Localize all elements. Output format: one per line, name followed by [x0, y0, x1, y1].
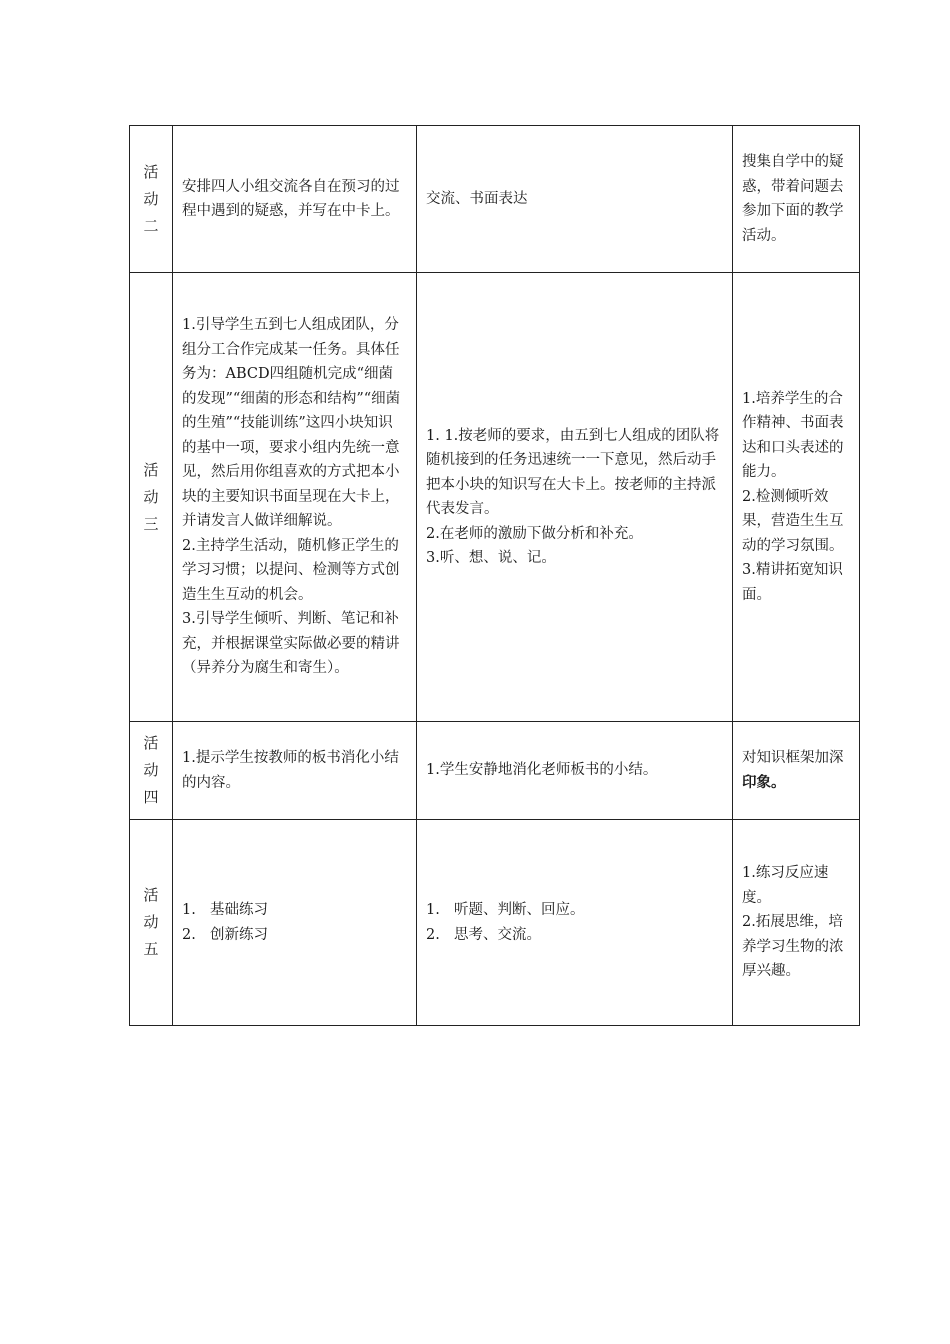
- teacher-activity-cell: [173, 273, 417, 722]
- table-row-activity-4: [130, 722, 860, 820]
- student-activity-cell: [417, 722, 733, 820]
- table-row-activity-5: [130, 820, 860, 1026]
- design-intent-item-2: 2.拓展思维，培养学习生物的浓厚兴趣。: [742, 914, 844, 980]
- table-row-activity-2: [130, 126, 860, 273]
- activity-label-cell: [130, 722, 173, 820]
- teacher-activity-text: 安排四人小组交流各自在预习的过程中遇到的疑惑，并写在中卡上。: [182, 178, 400, 219]
- teacher-activity-cell: [173, 722, 417, 820]
- design-intent-cell: [733, 273, 860, 722]
- teacher-activity-item-2: 2.主持学生活动，随机修正学生的学习习惯；以提问、检测等方式创造生生互动的机会。: [182, 537, 400, 603]
- design-intent-item-1: 1.培养学生的合作精神、书面表达和口头表述的能力。: [742, 390, 844, 481]
- teacher-activity-cell: [173, 820, 417, 1026]
- list-item: 1. 基础练习: [182, 902, 268, 918]
- list-item: 1. 听题、判断、回应。: [426, 902, 585, 918]
- activity-label: 活动四: [143, 734, 159, 806]
- teacher-activity-item-3: 3.引导学生倾听、判断、笔记和补充，并根据课堂实际做必要的精讲（异养分为腐生和寄生）。: [182, 611, 400, 677]
- teacher-activity-cell: [173, 126, 417, 273]
- activity-label: 活动五: [143, 886, 159, 958]
- design-intent-item-2: 2.检测倾听效果，营造生生互动的学习氛围。: [742, 488, 844, 554]
- student-activity-text: 交流、书面表达: [426, 190, 528, 207]
- design-intent-cell: [733, 126, 860, 273]
- teacher-activity-text: 1.提示学生按教师的板书消化小结的内容。: [182, 750, 399, 791]
- design-intent-item-1: 1.练习反应速度。: [742, 865, 829, 906]
- activity-label: 活动三: [143, 460, 159, 533]
- activity-label: 活动二: [143, 162, 159, 235]
- list-item: 2. 创新练习: [182, 926, 268, 943]
- student-activity-cell: [417, 820, 733, 1026]
- student-activity-cell: [417, 273, 733, 722]
- student-activity-item-2: 2.在老师的激励下做分析和补充。: [426, 525, 643, 542]
- teacher-activity-item-1: 1.引导学生五到七人组成团队，分组分工合作完成某一任务。具体任务为：ABCD四组随机完成“细菌的发现”“细菌的形态和结构”“细菌的生殖”“技能训练”这四小块知识的基中一项，要求小组内先统一意见，然后用你组喜欢的方式把本小块的主要知识书面呈现在大卡上，并请发言人做详细解说。: [182, 317, 401, 530]
- table-row-activity-3: [130, 273, 860, 722]
- design-intent-item-3: 3.精讲拓宽知识面。: [742, 562, 843, 603]
- design-intent-text-bold: 印象。: [742, 774, 786, 791]
- list-item: 2. 思考、交流。: [426, 926, 541, 943]
- design-intent-cell: [733, 820, 860, 1026]
- design-intent-text: 搜集自学中的疑惑，带着问题去参加下面的教学活动。: [742, 154, 844, 244]
- design-intent-cell: [733, 722, 860, 820]
- activity-label-cell: [130, 273, 173, 722]
- student-activity-item-1: 1. 1.按老师的要求，由五到七人组成的团队将随机接到的任务迅速统一一下意见，然后动手把本小块的知识写在大卡上。按老师的主持派代表发言。: [426, 427, 720, 517]
- activity-label-cell: [130, 820, 173, 1026]
- lesson-plan-table: [129, 125, 860, 1026]
- activity-label-cell: [130, 126, 173, 273]
- student-activity-cell: [417, 126, 733, 273]
- design-intent-text: 对知识框架加深: [742, 750, 844, 766]
- student-activity-item-3: 3.听、想、说、记。: [426, 550, 556, 566]
- student-activity-text: 1.学生安静地消化老师板书的小结。: [426, 762, 658, 779]
